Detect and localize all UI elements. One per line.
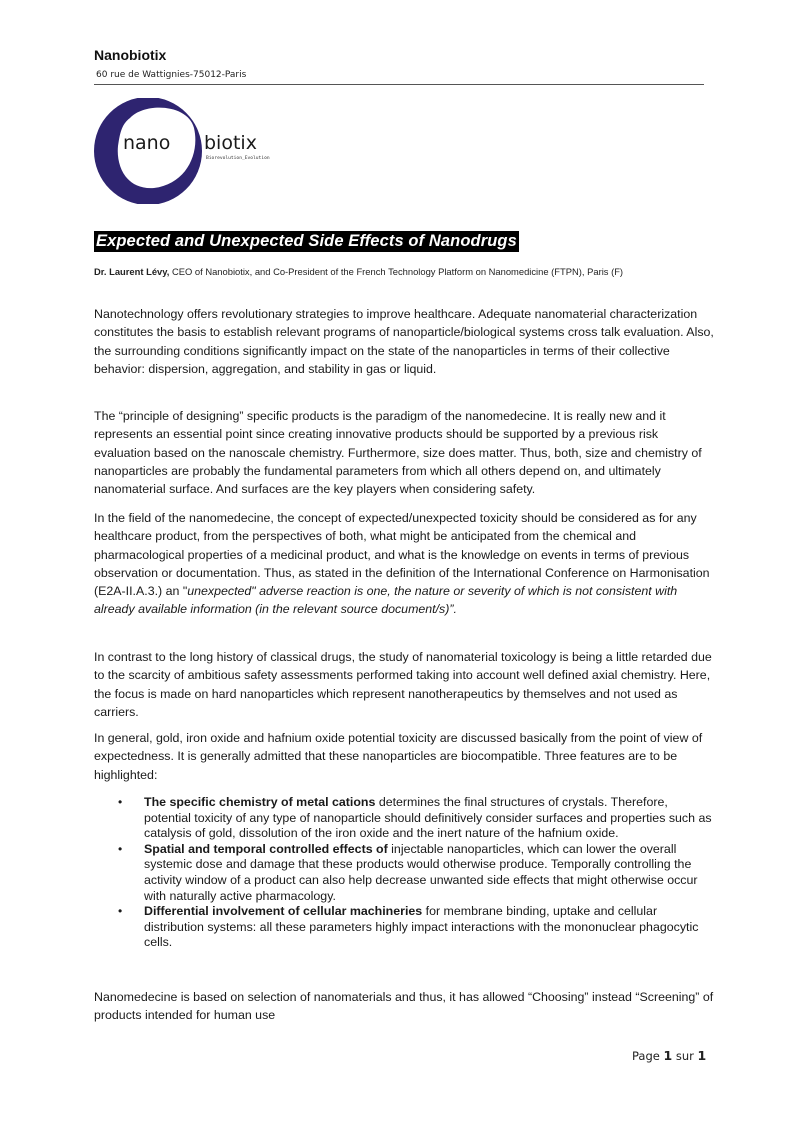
bullet-icon: • xyxy=(118,795,123,809)
nanobiotix-logo xyxy=(90,98,290,204)
page-number-footer xyxy=(632,1048,706,1063)
logo-word-nano: nano xyxy=(123,132,171,154)
header-company-name: Nanobiotix xyxy=(94,47,167,63)
logo-tagline: Biorevolution_Evolution xyxy=(206,156,270,161)
footer-total-pages: 1 xyxy=(697,1048,707,1063)
footer-of-word: sur xyxy=(675,1049,694,1063)
list-item-heading: Differential involvement of cellular machineries xyxy=(144,904,423,919)
list-item xyxy=(94,795,714,842)
list-item-text: determines the final structures of crystals. Therefore, potential toxicity of any type of nanoparticle should definitively consider surfaces and properties such as catalysis of gold, dissolution of the iron oxide and the inert nature of the hafnium oxide. xyxy=(144,795,712,841)
features-list xyxy=(94,795,714,951)
list-item-text: for membrane binding, uptake and cellular distribution systems: all these parameters highly impact interactions with the mononuclear phagocytic cells. xyxy=(144,904,699,950)
logo-word-biotix: biotix xyxy=(204,132,257,154)
header-divider xyxy=(94,84,704,85)
author-line xyxy=(94,265,634,278)
list-item xyxy=(94,904,714,951)
paragraph-classical-drugs: In contrast to the long history of classical drugs, the study of nanomaterial toxicology is being a little retarded due to the scarcity of ambitious safety assessments performed taking into account well defined axial chemistry. Here, the focus is made on hard nanoparticles which represent nanotherapeutics by themselves and not used as carriers. xyxy=(94,650,712,719)
logo-graphic xyxy=(90,98,290,204)
list-item-heading: The specific chemistry of metal cations xyxy=(144,795,376,809)
paragraph-expected-toxicity-text: In the field of the nanomedecine, the concept of expected/unexpected toxicity should be considered as for any healthcare product, from the perspectives of both, what might be anticipated from the chemical and pharmacological properties of a medicinal product, and what is the knowledge on events in terms of previous observation or documentation. Thus, as stated in the definition of the International Conference on Harmonisation (E2A-II.A.3.) an " xyxy=(94,511,710,599)
list-item-heading: Spatial and temporal controlled effects of xyxy=(144,841,388,856)
list-item-text: injectable nanoparticles, which can lower the overall systemic dose and damage that these products would otherwise produce. Temporally controlling the activity window of a product can also help decrease unwanted side effects that might otherwise occur with naturally active pharmacology. xyxy=(144,841,698,903)
paragraph-conclusion: Nanomedecine is based on selection of nanomaterials and thus, it has allowed “Choosing” instead “Screening” of products intended for human use xyxy=(94,990,714,1023)
paragraph-expected-toxicity xyxy=(94,509,714,619)
footer-current-page: 1 xyxy=(663,1048,673,1063)
paragraph-design-principle: The “principle of designing” specific products is the paradigm of the nanomedecine. It is really new and it represents an essential point since creating innovative products should be supported by a previous risk evaluation based on the nanoscale chemistry. Furthermore, size does matter. Thus, both, size and chemistry of nanoparticles are probably the fundamental parameters from which all others depend on, and ultimately nanomaterial surface. And surfaces are the key players when considering safety. xyxy=(94,409,702,497)
bullet-icon: • xyxy=(118,841,123,856)
ich-definition-quote: unexpected" adverse reaction is one, the nature or severity of which is not consistent with already available information (in the relevant source document/s)”. xyxy=(94,584,678,617)
document-title: Expected and Unexpected Side Effects of Nanodrugs xyxy=(96,232,517,250)
paragraph-intro: Nanotechnology offers revolutionary strategies to improve healthcare. Adequate nanomaterial characterization constitutes the basis to establish relevant programs of nanoparticle/biological systems cross talk evaluation. Also, the surrounding conditions significantly impact on the state of the nanoparticles in terms of their collective behavior: dispersion, aggregation, and stability in gas or liquid. xyxy=(94,307,714,376)
paragraph-metal-oxides: In general, gold, iron oxide and hafnium oxide potential toxicity are discussed basically from the point of view of expectedness. It is generally admitted that these nanoparticles are biocompatible. Three features are to be highlighted: xyxy=(94,731,703,782)
list-item xyxy=(94,842,714,904)
author-affiliation: CEO of Nanobiotix, and Co-President of the French Technology Platform on Nanomedicine (FTPN), Paris (F) xyxy=(169,266,624,277)
bullet-icon: • xyxy=(118,904,123,919)
author-name: Dr. Laurent Lévy, xyxy=(94,266,170,277)
footer-page-word: Page xyxy=(632,1049,660,1063)
header-address: 60 rue de Wattignies-75012-Paris xyxy=(96,70,247,80)
